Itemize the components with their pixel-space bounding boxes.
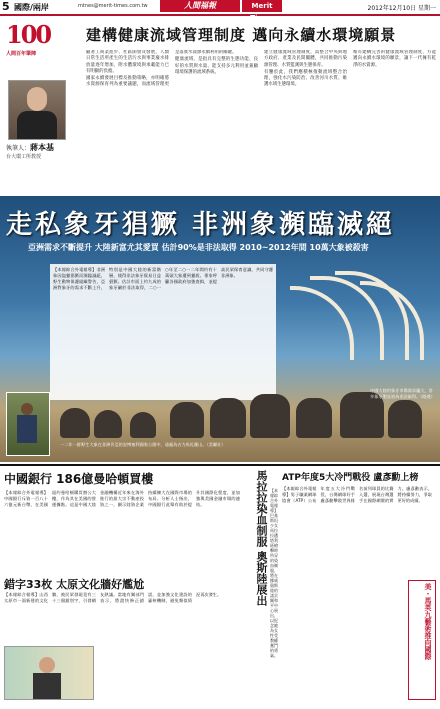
author-prefix: 執筆人： bbox=[6, 145, 31, 152]
ivory-tusks-image bbox=[280, 266, 430, 356]
section-name: 國際/兩岸 bbox=[14, 3, 49, 12]
atp-headline: ATP年度5大冷門戰役 盧彥勳上榜 bbox=[282, 473, 419, 483]
culture-wall-photo bbox=[4, 646, 94, 700]
page-number: 5 bbox=[2, 0, 10, 13]
malala-headline: 馬拉拉染血制服 奧斯陸展出 bbox=[255, 470, 268, 606]
photo-caption: 一二年一群野生大象在非洲肯亞的安博塞利國家公園中，遠處為吉力馬札羅山。（美聯社） bbox=[60, 442, 226, 447]
page-header bbox=[0, 0, 440, 22]
centennial-tag: 人間百年筆陣 bbox=[6, 51, 37, 57]
author-photo bbox=[8, 80, 66, 140]
atp-body: 【本報綜合外電報導】男子職業網球協會（ATP）公布年度五大冷門戰役，台灣網球好手盧彥勳擊敗世界排名前列球員的比賽入選，展現台灣選手在國際網壇的實力。盧彥勳表示，將持續努力，爭取更好的成績。 bbox=[282, 486, 432, 503]
author-byline bbox=[6, 142, 54, 153]
photo-caption: 中國大陸的象牙市場需求龐大，許多象牙製品皆為非法取得。（路透） bbox=[370, 388, 435, 399]
column-paragraph: 隨著工商業進步、社區開發及發展，人類日常生活所產生的生活污水與事業廢水排放量逐年增加，附水體環境與承載能力已有明顯的負擔。 bbox=[86, 50, 169, 74]
column-paragraph: 唯有建構完善的健康流域管理制度，方能邁向永續水環境的願景，讓下一代擁有乾淨的水資源。 bbox=[353, 50, 436, 68]
column-paragraph: 有鑒於此，我們應積極推動流域整合治理，強化水污染防治、改善河川水質、維護水域生態環境。 bbox=[264, 69, 347, 88]
bank-body: 【本報綜合外電報導】中國銀行斥資一百八十六億元新台幣，在美國紐約曼哈頓購買辦公大樓，作為其在美國的營運據點。這是中國大陸金融機構近年來在海外進行的最大宗不動產投資之一，顯示陸資企業持續擴大在國際市場的布局。分析人士指出，中國銀行此舉有助於提升其國際化程度，並加強與美國金融市場的連結。 bbox=[4, 490, 240, 507]
culture-wall-headline: 錯字33枚 太原文化牆好尷尬 bbox=[4, 578, 145, 591]
masthead-english: Merit Times bbox=[242, 0, 282, 12]
centennial-number: 100 bbox=[6, 20, 51, 49]
column-paragraph: 國家永續發展目標及推動策略，亦明確將水資源保育列為重要議題，而流域管理更是落實水資源永續利用的關鍵。 bbox=[86, 50, 237, 88]
header-email: mtnes@merit-times.com.tw bbox=[78, 3, 148, 9]
masthead-logo: 人間福報 bbox=[160, 0, 240, 12]
column-headline: 建構健康流域管理制度 邁向永續水環境願景 bbox=[86, 26, 397, 44]
bank-headline: 中國銀行 186億曼哈頓買樓 bbox=[4, 472, 154, 486]
feature-body: 【本報綜合外電報導】非洲象因盜獵猖獗而瀕臨滅絕，野生動物保護組織警告，亞洲對象牙的需求不斷上升，特別是中國大陸的新富階層，使得非法象牙貿易日益猖獗。估計市面上約九成的象牙屬於非法取得，二○一○年至二○一二年間約有十萬頭大象遭到獵殺。專家呼籲各國政府加強查緝，並提高民眾保育意識，共同守護非洲象。 bbox=[50, 264, 276, 400]
feature-headline: 走私象牙猖獗 非洲象瀕臨滅絕 bbox=[6, 210, 396, 240]
ranger-photo bbox=[6, 392, 50, 456]
feature-subheadline: 亞洲需求不斷提升 大陸新富尤其愛買 估計90%是非法取得 2010~2012年間 10萬大象被殺害 bbox=[28, 243, 369, 252]
column-paragraph: 建立健康流域管理制度，需整合中央與地方政府、產業及民間團體，共同推動污染源管理、水質監測與生態保育。 bbox=[264, 50, 347, 68]
malala-body: 【本報綜合外電報導】巴基斯坦少女馬拉拉遭塔利班槍擊時所穿的染血制服，將在挪威奧斯陸的諾貝爾和平中心展出，以紀念她為女性受教權奮鬥的勇氣。 bbox=[270, 488, 278, 658]
column-body bbox=[86, 50, 436, 192]
centennial-logo bbox=[6, 20, 72, 68]
issue-date: 2012年12月10日 星期一 bbox=[367, 5, 436, 12]
feature-ivory bbox=[0, 196, 440, 462]
author-title: 台大環工所教授 bbox=[6, 154, 42, 160]
section-divider bbox=[0, 464, 440, 466]
author-name: 蔣本基 bbox=[30, 143, 55, 152]
sidebar-box: 美・馬英九藝術推向國際 bbox=[408, 580, 436, 700]
culture-wall-body: 【本報綜合報導】山西太原市一面新建的文化牆，被民眾發現竟有三十三個錯別字，引發網友熱議。當地有關部門表示，將盡快修正錯誤，並加強文化建設的審核機制，避免類似情況再次發生。 bbox=[4, 592, 222, 603]
column-paragraph: 健康流域，是指具有完整的生態功能、良好的水質與水量、能支持多元利用並兼顧環境保護的流域系統。 bbox=[175, 57, 258, 75]
